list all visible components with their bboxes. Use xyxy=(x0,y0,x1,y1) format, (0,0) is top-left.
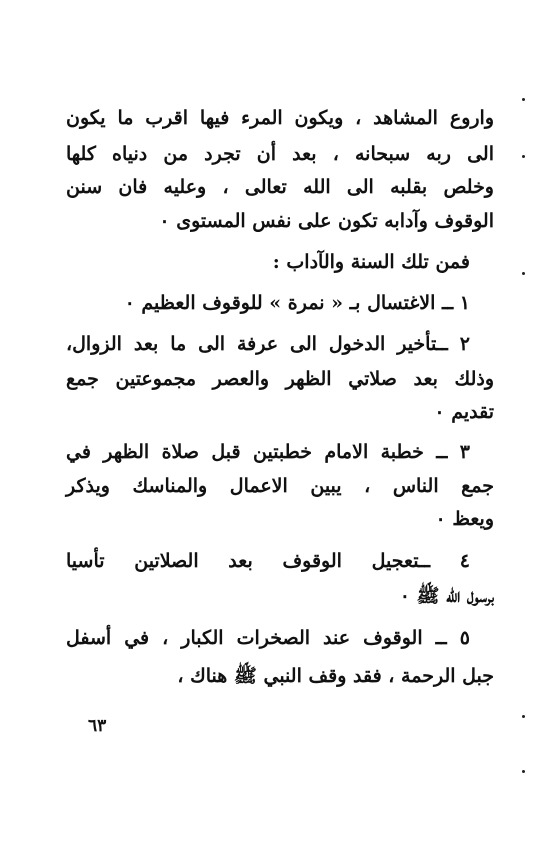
list-item-4-line-2: برسول الله ﷺ ٠ xyxy=(399,585,494,607)
page-number: ٦٣ xyxy=(88,716,107,736)
text-line-1: واروع المشاهد ، ويكون المرء فيها اقرب ما يكون xyxy=(66,107,494,129)
list-item-1: ١ ــ الاغتسال بـ « نمرة » للوقوف العظيم ٠ xyxy=(124,292,470,314)
list-item-3-line-1: ٣ ــ خطبة الامام خطبتين قبل صلاة الظهر في xyxy=(66,441,470,463)
text-line-4: الوقوف وآدابه تكون على نفس المستوى ٠ xyxy=(159,210,494,232)
margin-dot-5 xyxy=(522,770,525,773)
text-line-5: فمن تلك السنة والآداب : xyxy=(272,251,470,273)
margin-dot-2 xyxy=(522,155,525,158)
margin-dot-3 xyxy=(522,272,525,275)
list-item-2-line-1: ٢ ــتأخير الدخول الى عرفة الى ما بعد الزوال، xyxy=(66,333,470,355)
text-line-3: وخلص بقلبه الى الله تعالى ، وعليه فان سنن xyxy=(66,176,494,198)
margin-dot-4 xyxy=(522,715,525,718)
list-item-4-line-1: ٤ ــتعجيل الوقوف بعد الصلاتين تأسيا xyxy=(66,550,470,572)
list-item-2-line-3: تقديم ٠ xyxy=(434,401,494,423)
list-item-2-line-2: وذلك بعد صلاتي الظهر والعصر مجموعتين جمع xyxy=(66,368,494,390)
list-item-5-line-1: ٥ ــ الوقوف عند الصخرات الكبار ، في أسفل xyxy=(66,627,470,649)
text-line-2: الى ربه سبحانه ، بعد أن تجرد من دنياه كلها xyxy=(66,143,494,165)
list-item-3-line-2: جمع الناس ، يبين الاعمال والمناسك ويذكر xyxy=(66,475,494,497)
margin-dot-1 xyxy=(522,98,525,101)
list-item-5-line-2: جبل الرحمة ، فقد وقف النبي ﷺ هناك ، xyxy=(177,665,494,687)
list-item-3-line-3: ويعظ ٠ xyxy=(435,508,494,530)
